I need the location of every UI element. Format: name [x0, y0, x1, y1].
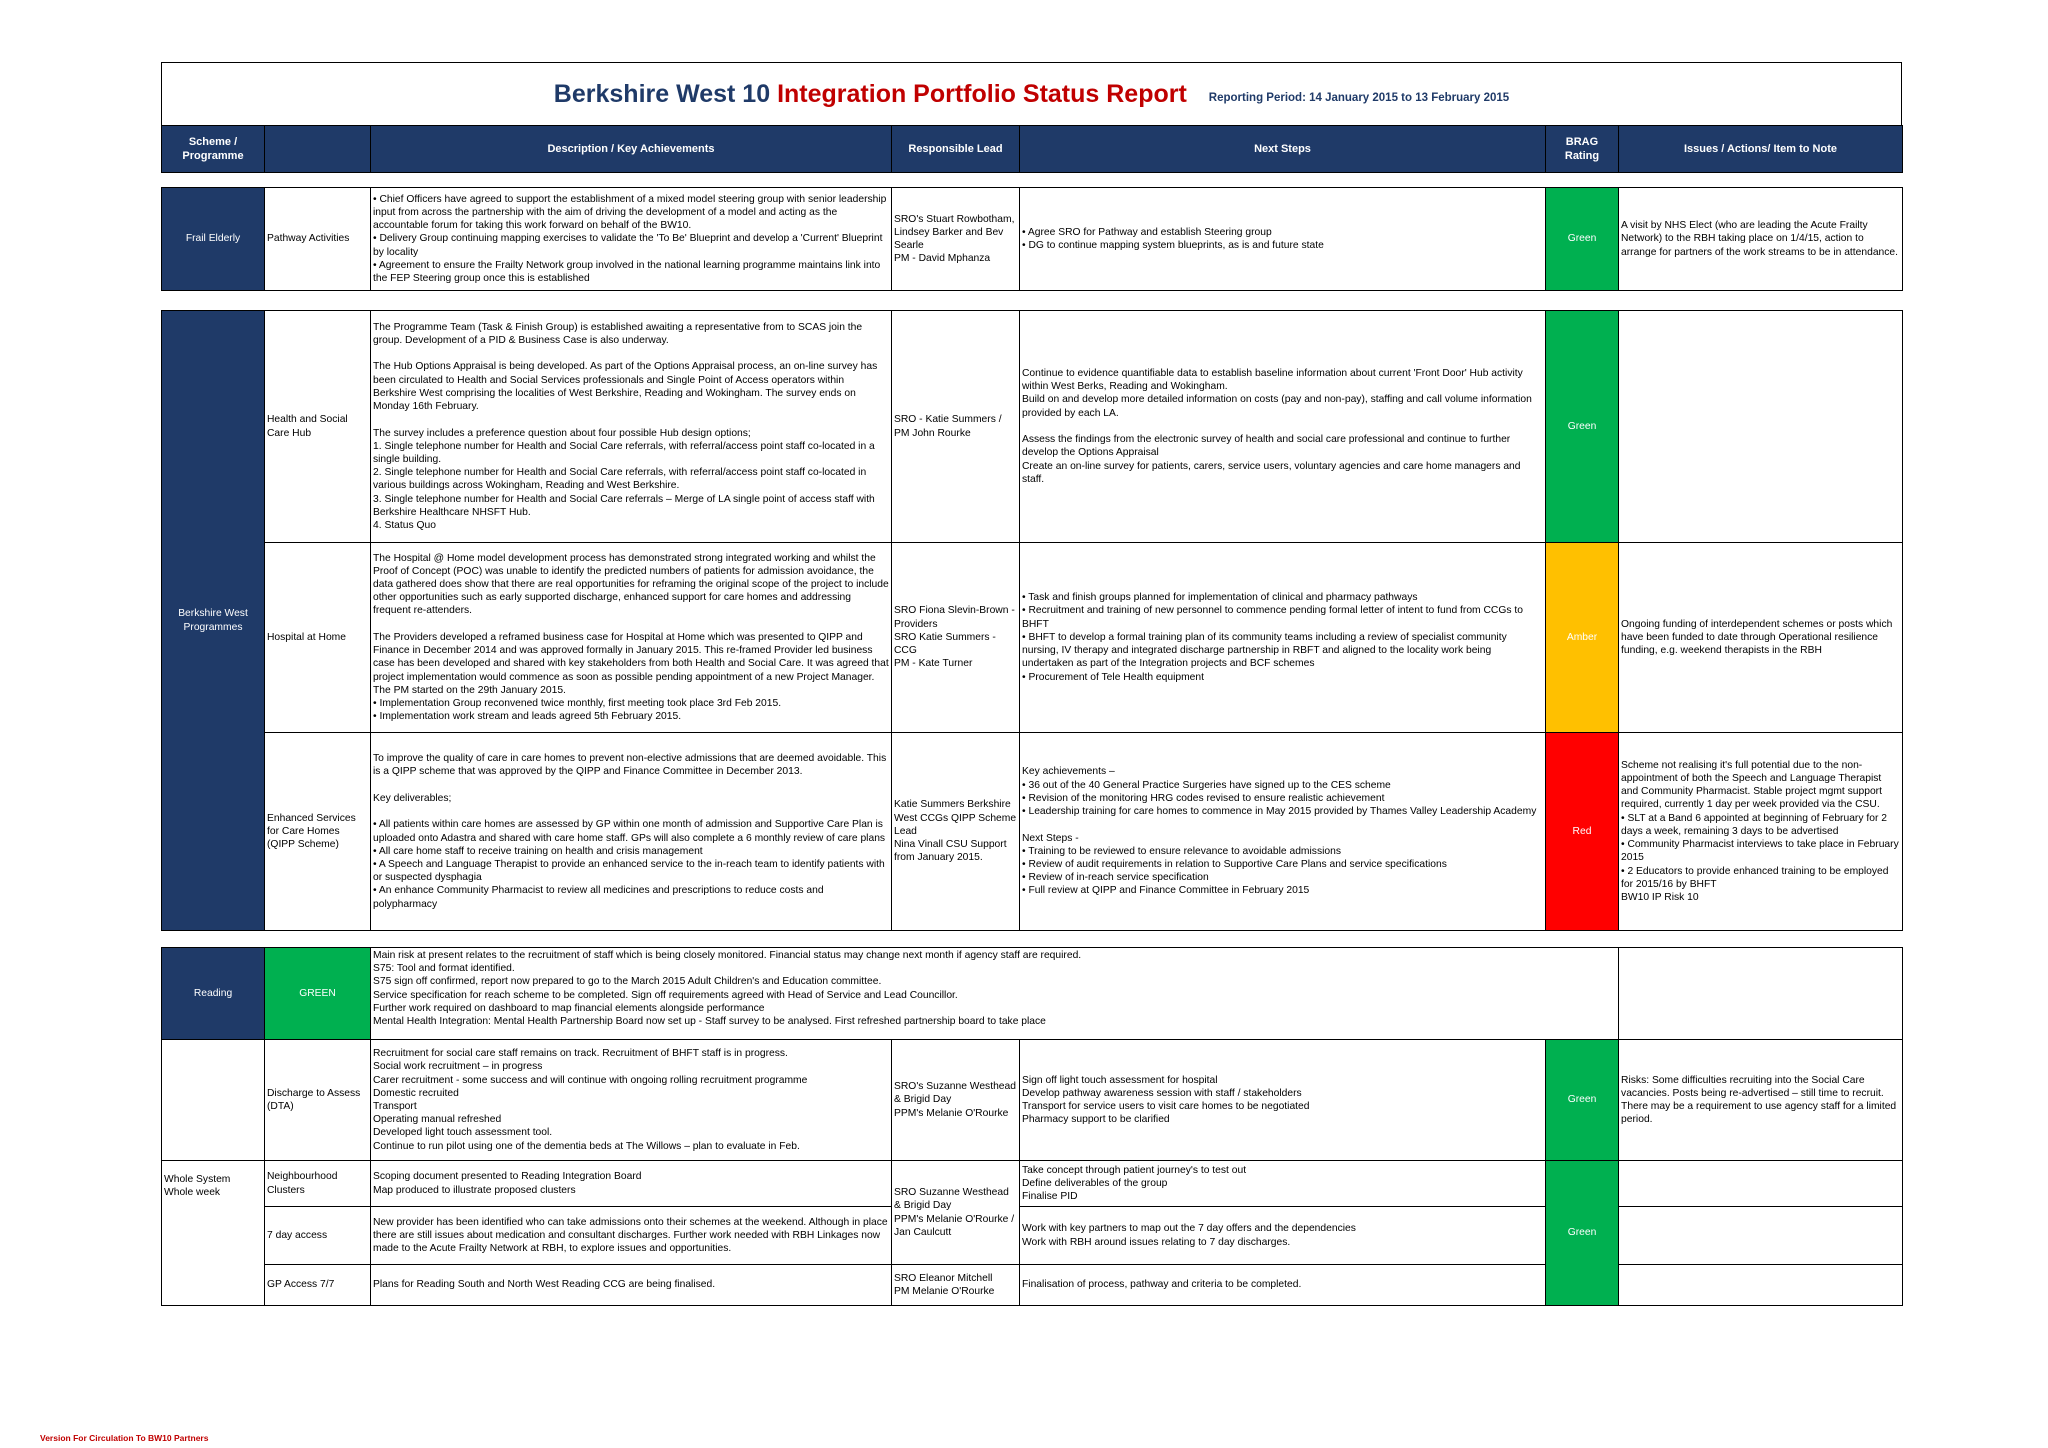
- scheme-frail-elderly: Frail Elderly: [162, 188, 265, 291]
- header-next-steps: Next Steps: [1020, 126, 1546, 173]
- scheme-reading: Reading: [162, 948, 265, 1040]
- header-brag: BRAG Rating: [1546, 126, 1619, 173]
- programme-name: Health and Social Care Hub: [265, 311, 371, 543]
- report-frame: [161, 62, 1902, 1306]
- title-bar: [161, 62, 1902, 126]
- lead-cell: Katie Summers Berkshire West CCGs QIPP Scheme Lead Nina Vinall CSU Support from January 2015.: [892, 733, 1020, 931]
- programme-name: Hospital at Home: [265, 543, 371, 733]
- frail-elderly-table: [161, 187, 1903, 291]
- issues-cell: [1619, 948, 1903, 1040]
- description-cell: The Hospital @ Home model development process has demonstrated strong integrated working and whilst the Proof of Concept (POC) was unable to identify the predicted numbers of patients for admission avoidance, the data gathered does show that there are real opportunities for reframing the original scope of the project to include other opportunities such as early supported discharge, enhanced support for care homes and addressing frequent re-attenders. The Providers developed a reframed business case for Hospital at Home which was presented to QIPP and Finance in December 2014 and was approved formally in January 2015. This re-framed Provider led business case has been developed and shared with key stakeholders from both Health and Social Care. It was agreed that project implementation would commence as soon as possible pending appointment of a new Project Manager. The PM started on the 29th January 2015. • Implementation Group reconvened twice monthly, first meeting took place 3rd Feb 2015. • Implementation work stream and leads agreed 5th February 2015.: [371, 543, 892, 733]
- header-table: [161, 125, 1903, 173]
- title-part-1: Berkshire West 10: [553, 80, 771, 108]
- lead-cell: SRO's Suzanne Westhead & Brigid Day PPM's Melanie O'Rourke: [892, 1040, 1020, 1161]
- issues-cell: [1619, 1207, 1903, 1265]
- scheme-berkshire-west: Berkshire West Programmes: [162, 311, 265, 931]
- issues-cell: [1619, 1161, 1903, 1207]
- issues-cell: [1619, 311, 1903, 543]
- programme-name: GP Access 7/7: [265, 1265, 371, 1306]
- header-lead: Responsible Lead: [892, 126, 1020, 173]
- table-row: [162, 1161, 1903, 1207]
- brag-rating-cell: Amber: [1546, 543, 1619, 733]
- lead-cell: SRO Suzanne Westhead & Brigid Day PPM's Melanie O'Rourke / Jan Caulcutt: [892, 1161, 1020, 1265]
- table-row: [162, 1207, 1903, 1265]
- issues-cell: A visit by NHS Elect (who are leading the Acute Frailty Network) to the RBH taking place on 1/4/15, action to arrange for partners of the work streams to be in attendance.: [1619, 188, 1903, 291]
- title-part-2: Integration Portfolio Status Report: [777, 80, 1187, 108]
- brag-rating-cell: Green: [1546, 1161, 1619, 1306]
- next-steps-cell: Key achievements – • 36 out of the 40 General Practice Surgeries have signed up to the CES scheme • Revision of the monitoring HRG codes revised to ensure realistic achievement • Leadership training for care homes to commence in May 2015 provided by Thames Valley Leadership Academy Next Steps - • Training to be reviewed to ensure relevance to avoidable admissions • Review of audit requirements in relation to Supportive Care Plans and service specifications • Review of in-reach service specification • Full review at QIPP and Finance Committee in February 2015: [1020, 733, 1546, 931]
- footer-note: Version For Circulation To BW10 Partners: [40, 1433, 209, 1443]
- table-row: [162, 188, 1903, 291]
- next-steps-cell: Take concept through patient journey's to test out Define deliverables of the group Finalise PID: [1020, 1161, 1546, 1207]
- programme-name: Neighbourhood Clusters: [265, 1161, 371, 1207]
- table-row: [162, 1265, 1903, 1306]
- next-steps-cell: Finalisation of process, pathway and criteria to be completed.: [1020, 1265, 1546, 1306]
- lead-cell: SRO Fiona Slevin-Brown - Providers SRO Katie Summers - CCG PM - Kate Turner: [892, 543, 1020, 733]
- reading-table: [161, 947, 1903, 1306]
- reading-status: GREEN: [265, 948, 371, 1040]
- description-cell: Recruitment for social care staff remains on track. Recruitment of BHFT staff is in progress. Social work recruitment – in progress Carer recruitment - some success and will continue with ongoing rolling recruitment programme Domestic recruited Transport Operating manual refreshed Developed light touch assessment tool. Continue to run pilot using one of the dementia beds at The Willows – plan to evaluate in Feb.: [371, 1040, 892, 1161]
- next-steps-cell: Work with key partners to map out the 7 day offers and the dependencies Work with RBH around issues relating to 7 day discharges.: [1020, 1207, 1546, 1265]
- table-row: [162, 543, 1903, 733]
- description-cell: Scoping document presented to Reading Integration Board Map produced to illustrate proposed clusters: [371, 1161, 892, 1207]
- table-row: [162, 1040, 1903, 1161]
- berkshire-west-table: [161, 310, 1903, 931]
- issues-cell: Ongoing funding of interdependent schemes or posts which have been funded to date through Operational resilience funding, e.g. weekend therapists in the RBH: [1619, 543, 1903, 733]
- reporting-period: Reporting Period: 14 January 2015 to 13 February 2015: [1208, 91, 1510, 104]
- header-blank: [265, 126, 371, 173]
- next-steps-cell: Sign off light touch assessment for hospital Develop pathway awareness session with staff / stakeholders Transport for service users to visit care homes to be negotiated Pharmacy support to be clarified: [1020, 1040, 1546, 1161]
- description-cell: Plans for Reading South and North West Reading CCG are being finalised.: [371, 1265, 892, 1306]
- brag-rating-cell: Green: [1546, 1040, 1619, 1161]
- issues-cell: Risks: Some difficulties recruiting into the Social Care vacancies. Posts being re-advertised – still time to recruit. There may be a requirement to use agency staff for a limited period.: [1619, 1040, 1903, 1161]
- brag-rating-cell: Green: [1546, 188, 1619, 291]
- brag-rating-cell: Red: [1546, 733, 1619, 931]
- lead-cell: SRO Eleanor Mitchell PM Melanie O'Rourke: [892, 1265, 1020, 1306]
- table-row: [162, 733, 1903, 931]
- description-cell: To improve the quality of care in care homes to prevent non-elective admissions that are deemed avoidable. This is a QIPP scheme that was approved by the QIPP and Finance Committee in December 2013. Key deliverables; • All patients within care homes are assessed by GP within one month of admission and Supportive Care Plan is uploaded onto Adastra and shared with care home staff. GPs will also complete a 6 monthly review of care plans • All care home staff to receive training on health and crisis management • A Speech and Language Therapist to provide an enhanced service to the in-reach team to identify patients with or suspected dysphagia • An enhance Community Pharmacist to review all medicines and prescriptions to reduce costs and polypharmacy: [371, 733, 892, 931]
- issues-cell: Scheme not realising it's full potential due to the non-appointment of both the Speech and Language Therapist and Community Pharmacist. Stable project mgmt support required, currently 1 day per week provided via the CSU. • SLT at a Band 6 appointed at beginning of February for 2 days a week, remaining 3 days to be advertised • Community Pharmacist interviews to take place in February 2015 • 2 Educators to provide enhanced training to be employed for 2015/16 by BHFT BW10 IP Risk 10: [1619, 733, 1903, 931]
- issues-cell: [1619, 1265, 1903, 1306]
- description-cell: New provider has been identified who can take admissions onto their schemes at the weekend. Although in place there are still issues about medication and consultant discharges. Further work needed with RBH Linkages now made to the Acute Frailty Network at RBH, to explore issues and opportunities.: [371, 1207, 892, 1265]
- scheme-blank: [162, 1040, 265, 1161]
- next-steps-cell: • Task and finish groups planned for implementation of clinical and pharmacy pathways • Recruitment and training of new personnel to commence pending formal letter of intent to fund from CCGs to BHFT • BHFT to develop a formal training plan of its community teams including a review of specialist community nursing, IV therapy and integrated discharge partnership in RBFT and aligned to the locality work being undertaken as part of the Integration projects and BCF schemes • Procurement of Tele Health equipment: [1020, 543, 1546, 733]
- header-scheme: Scheme / Programme: [162, 126, 265, 173]
- header-issues: Issues / Actions/ Item to Note: [1619, 126, 1903, 173]
- programme-name: 7 day access: [265, 1207, 371, 1265]
- report-title: [554, 80, 1187, 109]
- description-cell: • Chief Officers have agreed to support the establishment of a mixed model steering group with senior leadership input from across the partnership with the aim of driving the development of a model and acting as the accountable forum for taking this work forward on behalf of the BW10. • Delivery Group continuing mapping exercises to validate the 'To Be' Blueprint and develop a 'Current' Blueprint by locality • Agreement to ensure the Frailty Network group involved in the national learning programme maintains link into the FEP Steering group once this is established: [371, 188, 892, 291]
- table-row: [162, 948, 1903, 1040]
- next-steps-cell: • Agree SRO for Pathway and establish Steering group • DG to continue mapping system blueprints, as is and future state: [1020, 188, 1546, 291]
- programme-name: Enhanced Services for Care Homes (QIPP Scheme): [265, 733, 371, 931]
- brag-rating-cell: Green: [1546, 311, 1619, 543]
- lead-cell: SRO's Stuart Rowbotham, Lindsey Barker and Bev Searle PM - David Mphanza: [892, 188, 1020, 291]
- table-row: [162, 311, 1903, 543]
- reading-summary-cell: Main risk at present relates to the recruitment of staff which is being closely monitored. Financial status may change next month if agency staff are required. S75: Tool and format identified. S75 sign off confirmed, report now prepared to go to the March 2015 Adult Children's and Education committee. Service specification for reach scheme to be completed. Sign off requirements agreed with Head of Service and Lead Councillor. Further work required on dashboard to map financial elements alongside performance Mental Health Integration: Mental Health Partnership Board now set up - Staff survey to be analysed. First refreshed partnership board to take place: [371, 948, 1619, 1040]
- next-steps-cell: Continue to evidence quantifiable data to establish baseline information about current 'Front Door' Hub activity within West Berks, Reading and Wokingham. Build on and develop more detailed information on costs (pay and non-pay), staffing and call volume information provided by each LA. Assess the findings from the electronic survey of health and social care professional and continue to further develop the Options Appraisal Create an on-line survey for patients, carers, service users, voluntary agencies and care home managers and staff.: [1020, 311, 1546, 543]
- programme-name: Pathway Activities: [265, 188, 371, 291]
- description-cell: The Programme Team (Task & Finish Group) is established awaiting a representative from to SCAS join the group. Development of a PID & Business Case is also underway. The Hub Options Appraisal is being developed. As part of the Options Appraisal process, an on-line survey has been circulated to Health and Social Services professionals and Single Point of Access operators within Berkshire West comprising the localities of West Berkshire, Reading and Wokingham. The survey ends on Monday 16th February. The survey includes a preference question about four possible Hub design options; 1. Single telephone number for Health and Social Care referrals, with referral/access point staff co-located in a single building. 2. Single telephone number for Health and Social Care referrals, with referral/access point staff co-located in various buildings across Wokingham, Reading and West Berkshire. 3. Single telephone number for Health and Social Care referrals – Merge of LA single point of access staff with Berkshire Healthcare NHSFT Hub. 4. Status Quo: [371, 311, 892, 543]
- lead-cell: SRO - Katie Summers / PM John Rourke: [892, 311, 1020, 543]
- header-description: Description / Key Achievements: [371, 126, 892, 173]
- scheme-whole-system: Whole System Whole week: [162, 1161, 265, 1306]
- programme-name: Discharge to Assess (DTA): [265, 1040, 371, 1161]
